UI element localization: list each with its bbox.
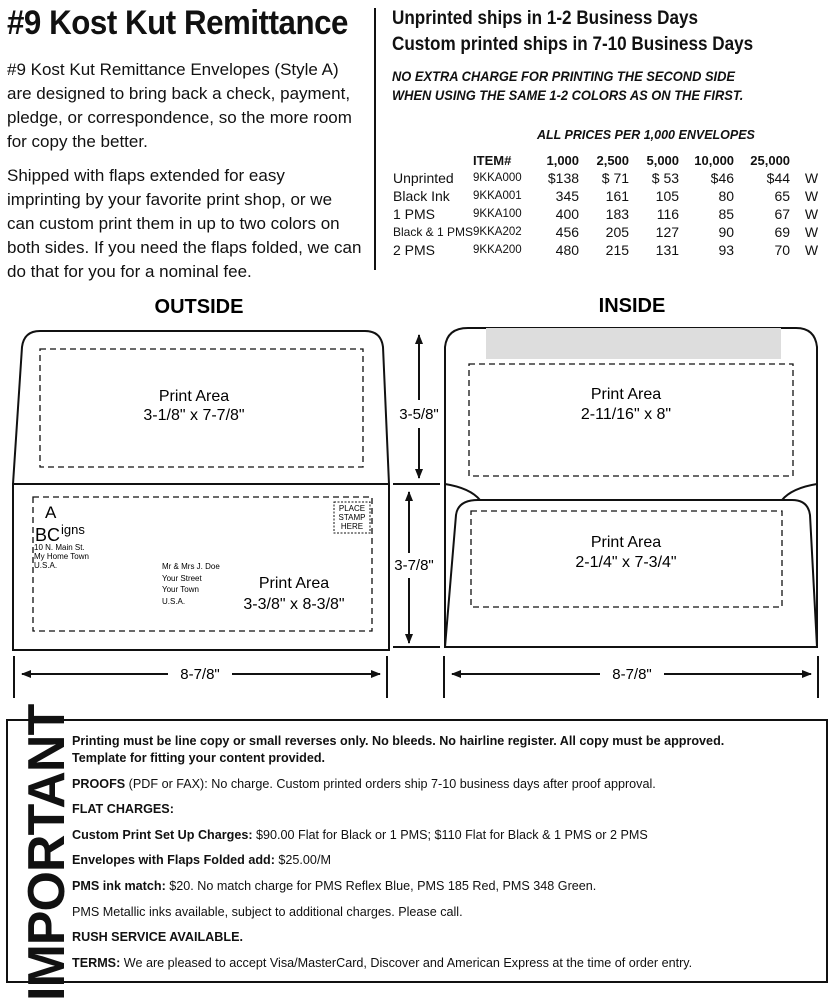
- price-cell: 85: [718, 206, 735, 222]
- terms-label: TERMS:: [72, 955, 121, 970]
- pms-match-label: PMS ink match:: [72, 878, 166, 893]
- setup-charges-label: Custom Print Set Up Charges:: [72, 827, 253, 842]
- price-cell: 67: [774, 206, 791, 222]
- row-label: 1 PMS: [393, 206, 436, 222]
- price-cell: $46: [710, 170, 735, 186]
- inside-top-area-size: 2-11/16" x 8": [580, 406, 672, 423]
- proofs-label: PROOFS: [72, 776, 126, 791]
- row-item: 9KKA000: [473, 172, 522, 184]
- row-label: Black & 1 PMS: [393, 225, 474, 239]
- intro-paragraph-1: #9 Kost Kut Remittance Envelopes (Style A) are designed to bring back a check, payment, pledge, or correspondence, so the more room for copy the better.: [7, 60, 352, 151]
- table-row: [393, 187, 818, 205]
- row-item: 9KKA100: [473, 208, 522, 220]
- important-text: [72, 733, 724, 980]
- outside-body-area-label: Print Area: [258, 575, 330, 592]
- col-2500: 2,500: [596, 152, 630, 168]
- price-cell: $ 71: [601, 170, 630, 186]
- metallic-inks-text: PMS Metallic inks available, subject to additional charges. Please call.: [72, 904, 463, 919]
- price-cell: 65: [774, 188, 791, 204]
- price-cell: 215: [605, 242, 630, 258]
- price-cell: $ 53: [651, 170, 680, 186]
- recipient-line-2: Your Street: [162, 574, 202, 583]
- outside-width-label: 8-7/8": [180, 666, 220, 683]
- height-bottom-label: 3-7/8": [394, 557, 434, 574]
- height-top-label: 3-5/8": [399, 406, 439, 423]
- sender-address-3: U.S.A.: [34, 561, 58, 570]
- row-item: 9KKA001: [473, 190, 522, 202]
- inside-bottom-flap-outline: [445, 500, 817, 647]
- price-cell: 400: [555, 206, 580, 222]
- price-cell: $138: [547, 170, 580, 186]
- no-extra-charge-note-1: NO EXTRA CHARGE FOR PRINTING THE SECOND SIDE: [392, 68, 736, 84]
- outside-body-area-size: 3-3/8" x 8-3/8": [243, 596, 345, 613]
- row-code: W: [804, 242, 819, 258]
- price-cell: $44: [766, 170, 791, 186]
- important-heading: IMPORTANT: [18, 704, 76, 1001]
- price-cell: 69: [774, 224, 791, 240]
- col-item: ITEM#: [473, 152, 512, 168]
- inside-bottom-area-size: 2-1/4" x 7-3/4": [575, 554, 677, 571]
- inside-side-folds: [445, 484, 817, 500]
- terms-text: We are pleased to accept Visa/MasterCard, Discover and American Express at the time of order entry.: [120, 955, 693, 970]
- inside-label: INSIDE: [598, 295, 666, 317]
- row-item: 9KKA200: [473, 244, 522, 256]
- table-row: [393, 223, 818, 241]
- inside-envelope-outline: [445, 328, 817, 647]
- row-label: Black Ink: [393, 188, 450, 204]
- flaps-folded-label: Envelopes with Flaps Folded add:: [72, 853, 275, 868]
- inside-bottom-area-label: Print Area: [590, 534, 662, 551]
- price-cell: 116: [656, 206, 680, 222]
- price-table-header: [393, 151, 818, 169]
- row-code: W: [804, 170, 819, 186]
- logo-letter-a: A: [45, 503, 57, 522]
- proofs-text: (PDF or FAX): No charge. Custom printed orders ship 7-10 business days after proof approval.: [125, 776, 656, 791]
- inside-width-label: 8-7/8": [612, 666, 652, 683]
- row-code: W: [804, 224, 819, 240]
- stamp-line-3: HERE: [340, 522, 364, 531]
- flat-charges-label: FLAT CHARGES:: [72, 802, 174, 817]
- price-cell: 93: [718, 242, 735, 258]
- prices-heading: ALL PRICES PER 1,000 ENVELOPES: [537, 128, 755, 142]
- inside-top-area-label: Print Area: [590, 386, 662, 403]
- outside-flap-area-size: 3-1/8" x 7-7/8": [143, 407, 245, 424]
- logo-signs: igns: [61, 522, 85, 537]
- sender-address-2: My Home Town: [34, 552, 89, 561]
- recipient-line-1: Mr & Mrs J. Doe: [162, 562, 220, 571]
- stamp-line-2: STAMP: [338, 513, 366, 522]
- outside-label: OUTSIDE: [154, 296, 244, 318]
- price-cell: 205: [605, 224, 630, 240]
- row-code: W: [804, 188, 819, 204]
- pms-match-text: $20. No match charge for PMS Reflex Blue, PMS 185 Red, PMS 348 Green.: [165, 878, 597, 893]
- row-label: 2 PMS: [393, 242, 436, 258]
- recipient-line-4: U.S.A.: [162, 597, 186, 606]
- row-label: Unprinted: [393, 170, 454, 186]
- ship-custom: Custom printed ships in 7-10 Business Days: [392, 34, 754, 55]
- table-row: [393, 241, 818, 259]
- envelope-diagram: [0, 285, 838, 705]
- table-row: [393, 169, 818, 187]
- rush-service: RUSH SERVICE AVAILABLE.: [72, 930, 243, 945]
- price-table: [393, 151, 818, 259]
- sender-address-1: 10 N. Main St.: [34, 543, 85, 552]
- price-cell: 161: [605, 188, 630, 204]
- price-cell: 131: [655, 242, 680, 258]
- setup-charges-text: $90.00 Flat for Black or 1 PMS; $110 Flat for Black & 1 PMS or 2 PMS: [252, 827, 648, 842]
- intro-paragraph-2: Shipped with flaps extended for easy imprinting by your favorite print shop, or we can custom print them in up to two colors on both sides. If you need the flaps folded, we can do that for you for a nominal fee.: [7, 166, 362, 281]
- price-cell: 345: [555, 188, 580, 204]
- price-cell: 90: [718, 224, 735, 240]
- page-title: #9 Kost Kut Remittance: [7, 4, 348, 42]
- price-cell: 70: [774, 242, 791, 258]
- flaps-folded-text: $25.00/M: [274, 853, 331, 868]
- price-cell: 105: [655, 188, 680, 204]
- ship-unprinted: Unprinted ships in 1-2 Business Days: [392, 8, 698, 29]
- price-cell: 456: [555, 224, 580, 240]
- no-extra-charge-note-2: WHEN USING THE SAME 1-2 COLORS AS ON THE FIRST.: [392, 87, 744, 103]
- col-5000: 5,000: [646, 152, 680, 168]
- price-cell: 127: [655, 224, 680, 240]
- col-1000: 1,000: [546, 152, 580, 168]
- row-item: 9KKA202: [473, 226, 522, 238]
- price-cell: 480: [555, 242, 580, 258]
- col-10000: 10,000: [694, 152, 735, 168]
- price-cell: 183: [605, 206, 630, 222]
- intro-text: [7, 58, 362, 294]
- inside-gum-strip: [486, 328, 781, 359]
- column-divider: [374, 8, 376, 270]
- outside-flap-area-label: Print Area: [158, 388, 230, 405]
- price-cell: 80: [718, 188, 735, 204]
- copy-rules: Printing must be line copy or small reverses only. No bleeds. No hairline register. All copy must be approved.: [72, 734, 725, 748]
- table-row: [393, 205, 818, 223]
- logo-letters-bc: BC: [35, 525, 61, 545]
- col-25000: 25,000: [750, 152, 791, 168]
- recipient-line-3: Your Town: [162, 585, 199, 594]
- important-box: [6, 704, 828, 1001]
- row-code: W: [804, 206, 819, 222]
- stamp-line-1: PLACE: [338, 504, 366, 513]
- template-note: Template for fitting your content provided.: [72, 751, 326, 765]
